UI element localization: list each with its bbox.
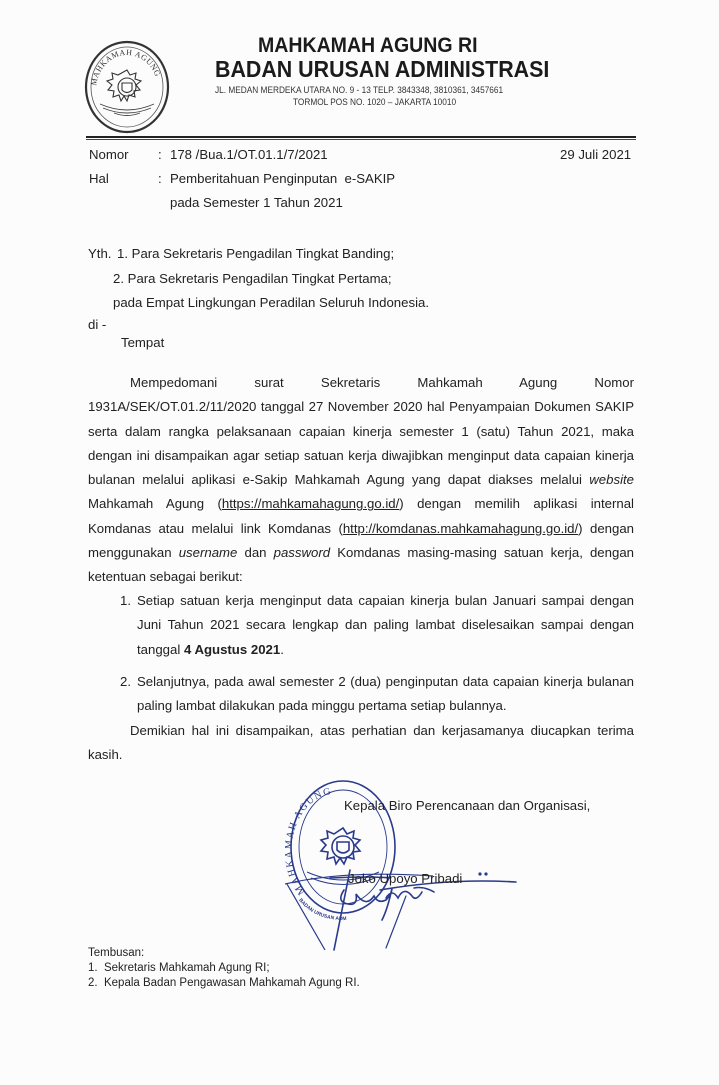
nomor-value: 178 /Bua.1/OT.01.1/7/2021 (170, 147, 328, 162)
cc-item-1: 1. Sekretaris Mahkamah Agung RI; (88, 962, 270, 974)
nomor-label: Nomor (89, 147, 129, 162)
closing-paragraph (88, 719, 634, 768)
addressee-item-2: 2. Para Sekretaris Pengadilan Tingkat Pertama; (113, 271, 392, 286)
signatory-title: Kepala Biro Perencanaan dan Organisasi, (344, 798, 591, 813)
body-username-term: username (178, 545, 238, 561)
yth-label: Yth. (88, 246, 112, 261)
list-number: 2. (120, 673, 131, 689)
mahkamahagung-link[interactable]: https://mahkamahagung.go.id/ (221, 496, 400, 512)
list-text: Selanjutnya, pada awal semester 2 (dua) penginputan data capaian kinerja bulanan paling lambat dilakukan pada minggu pertama setiap bulannya. (137, 673, 634, 714)
body-paragraph (88, 371, 634, 590)
hal-separator: : (158, 171, 162, 186)
body-text: Mahkamah Agung ( (88, 496, 222, 512)
body-text: Komdanas masing-masing satuan kerja, dengan ketentuan sebagai berikut: (88, 545, 634, 585)
letterhead-divider (86, 136, 636, 138)
hal-subject-line-1: Pemberitahuan Penginputan e-SAKIP (170, 171, 396, 186)
institution-name: MAHKAMAH AGUNG RI (258, 34, 478, 57)
cc-label: Tembusan: (88, 947, 145, 959)
handwritten-signature-icon (320, 830, 530, 960)
address-line-1: JL. MEDAN MERDEKA UTARA NO. 9 - 13 TELP. 3843348, 3810361, 3457661 (215, 85, 504, 95)
body-password-term: password (273, 545, 331, 561)
body-text: dan (237, 545, 274, 561)
list-number: 1. (120, 593, 131, 608)
nomor-separator: : (158, 147, 162, 162)
tempat-label: Tempat (121, 335, 165, 350)
list-text: Setiap satuan kerja menginput data capaian kinerja bulan Januari sampai dengan Juni Tahun 2021 secara lengkap dan paling lambat diselesaikan sampai dengan tanggal (137, 593, 634, 657)
body-website-term: website (589, 472, 634, 488)
list-text: . (280, 641, 284, 657)
deadline-date: 4 Agustus 2021 (183, 641, 281, 657)
di-label: di - (88, 317, 107, 332)
signatory-name: Joko Upoyo Pribadi (348, 871, 463, 886)
letter-date: 29 Juli 2021 (560, 147, 632, 162)
addressee-item-1: 1. Para Sekretaris Pengadilan Tingkat Banding; (117, 246, 395, 261)
letterhead-divider-thin (86, 139, 636, 140)
cc-item-2: 2. Kepala Badan Pengawasan Mahkamah Agung RI. (88, 977, 360, 989)
hal-label: Hal (89, 171, 109, 186)
komdanas-link[interactable]: http://komdanas.mahkamahagung.go.id/ (342, 520, 579, 536)
stamp-bottom-text: BADAN URUSAN ADM (297, 897, 347, 923)
body-text: ) dengan memilih aplikasi internal Komdanas atau melalui link Komdanas ( (88, 496, 634, 536)
addressee-line-3: pada Empat Lingkungan Peradilan Seluruh Indonesia. (113, 295, 429, 310)
hal-subject-line-2: pada Semester 1 Tahun 2021 (170, 195, 343, 210)
provision-item-2 (120, 670, 634, 719)
provisions-list (120, 589, 634, 718)
body-text: ) dengan menggunakan (88, 520, 634, 561)
department-name: BADAN URUSAN ADMINISTRASI (215, 56, 550, 82)
body-text: Mempedomani surat Sekretaris Mahkamah Agung Nomor 1931A/SEK/OT.01.2/11/2020 tanggal 27 November 2020 hal Penyampaian Dokumen SAKIP serta dalam rangka pelaksanaan capaian kinerja semester 1 (satu) Tahun 2021, maka dengan ini disampaikan agar setiap satuan kerja diwajibkan menginput data capaian kinerja bulanan melalui aplikasi e-Sakip Mahkamah Agung yang dapat diakses melalui (88, 375, 634, 488)
closing-text: Demikian hal ini disampaikan, atas perhatian dan kerjasamanya diucapkan terima kasih. (88, 723, 634, 763)
address-line-2: TORMOL POS NO. 1020 – JAKARTA 10010 (293, 97, 457, 107)
stamp-ring-text: MAHK AH AGUNG (285, 785, 334, 897)
mahkamah-agung-emblem-icon (84, 40, 170, 134)
logo-ring-text: MAHKAMAH AGUNG (89, 47, 163, 87)
provision-item-1 (120, 589, 634, 662)
